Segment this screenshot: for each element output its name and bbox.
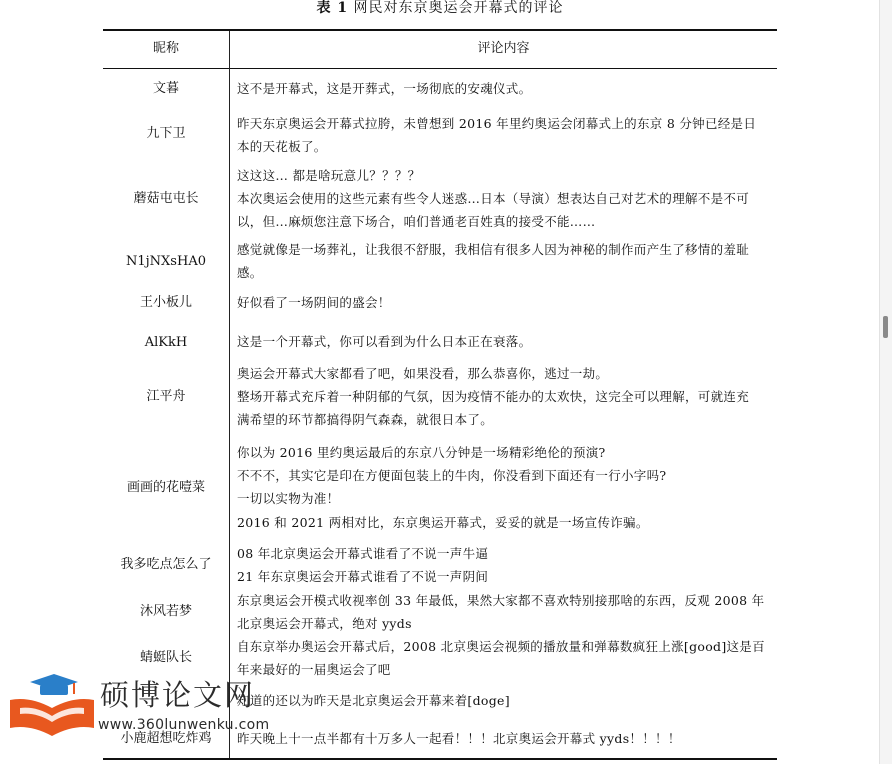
row-comment-line: 2016 和 2021 两相对比，东京奥运开幕式，妥妥的就是一场宣传诈骗。: [237, 515, 649, 530]
row-comment-line: 奥运会开幕式大家都看了吧，如果没看，那么恭喜你，逃过一劫。: [237, 366, 609, 381]
row-comment-line: 东京奥运会开模式收视率创 33 年最低，果然大家都不喜欢特别接那啥的东西，反观 2008 年: [237, 593, 765, 608]
watermark-title: 硕博论文网: [100, 678, 256, 712]
row-comment-line: 08 年北京奥运会开幕式谁看了不说一声牛逼: [237, 546, 489, 561]
row-comment-line: 感。: [237, 265, 263, 280]
site-watermark: [8, 674, 270, 740]
row-comment-line: 本次奥运会使用的这些元素有些令人迷惑…日本（导演）想表达自己对艺术的理解不是不可: [237, 191, 750, 206]
row-nickname: 小鹿超想吃炸鸡: [120, 731, 212, 746]
row-comment-line: 这不是开幕式，这是开葬式，一场彻底的安魂仪式。: [237, 81, 532, 96]
row-comment-line: 这这这… 都是啥玩意儿？？？？: [237, 168, 421, 183]
table-top-rule: [103, 29, 777, 31]
book-cap-logo-icon: [8, 674, 96, 740]
row-nickname: 我多吃点怎么了: [120, 557, 212, 572]
table-column-divider: [229, 31, 230, 758]
row-nickname: 九下卫: [146, 126, 186, 141]
row-nickname: 蜻蜓队长: [139, 650, 192, 665]
row-nickname: 文暮: [152, 81, 179, 96]
row-comment-line: 知道的还以为昨天是北京奥运会开幕来着[doge]: [237, 693, 510, 708]
table-caption-number: 表 1: [316, 0, 349, 16]
scrollbar-thumb[interactable]: [883, 316, 888, 338]
table-bottom-rule: [103, 758, 777, 760]
row-nickname: 王小板儿: [139, 295, 192, 310]
row-comment-line: 整场开幕式充斥着一种阴郁的气氛，因为疫情不能办的太欢快，这完全可以理解，可就连充: [237, 389, 750, 404]
row-comment-line: 北京奥运会开幕式，绝对 yyds: [237, 616, 412, 631]
watermark-url: www.360lunwenku.com: [98, 717, 270, 733]
vertical-scrollbar[interactable]: [879, 0, 892, 764]
row-comment-line: 昨天晚上十一点半都有十万多人一起看！！！北京奥运会开幕式 yyds！！！！: [237, 731, 681, 746]
row-nickname: 画画的花噎菜: [126, 480, 205, 495]
table-caption-text: 网民对东京奥运会开幕式的评论: [353, 0, 564, 16]
row-comment-line: 不不不，其实它是印在方便面包装上的牛肉，你没看到下面还有一行小字吗?: [237, 468, 667, 483]
row-nickname: 蘑菇屯屯长: [133, 191, 199, 206]
header-nickname: 昵称: [152, 41, 179, 56]
row-comment-line: 感觉就像是一场葬礼，让我很不舒服，我相信有很多人因为神秘的制作而产生了移情的羞耻: [237, 242, 750, 257]
row-comment-line: 你以为 2016 里约奥运最后的东京八分钟是一场精彩绝伦的预演?: [237, 445, 606, 460]
row-comment-line: 本的天花板了。: [237, 139, 327, 154]
row-comment-line: 这是一个开幕式，你可以看到为什么日本正在衰落。: [237, 334, 532, 349]
row-nickname: N1jNXsHA0: [126, 254, 206, 269]
row-nickname: 沐风若梦: [139, 604, 192, 619]
row-comment-line: 一切以实物为准！: [237, 491, 340, 506]
row-comment-line: 昨天东京奥运会开幕式拉胯，未曾想到 2016 年里约奥运会闭幕式上的东京 8 分钟已经是日: [237, 116, 757, 131]
row-nickname: AlKkH: [144, 335, 188, 350]
row-comment-line: 以，但…麻烦您注意下场合，咱们普通老百姓真的接受不能……: [237, 214, 596, 229]
row-comment-line: 年来最好的一届奥运会了吧: [237, 662, 391, 677]
table-header-rule: [103, 68, 777, 69]
row-comment-line: 好似看了一场阴间的盛会！: [237, 295, 391, 310]
row-nickname: 江平舟: [146, 389, 186, 404]
row-comment-line: 满希望的环节都搞得阴气森森，就很日本了。: [237, 412, 494, 427]
table-caption: [0, 0, 880, 16]
row-comment-line: 自东京举办奥运会开幕式后，2008 北京奥运会视频的播放量和弹幕数疯狂上涨[good]这是百: [237, 639, 765, 654]
row-comment-line: 21 年东京奥运会开幕式谁看了不说一声阴间: [237, 569, 489, 584]
header-comment: 评论内容: [477, 41, 530, 56]
